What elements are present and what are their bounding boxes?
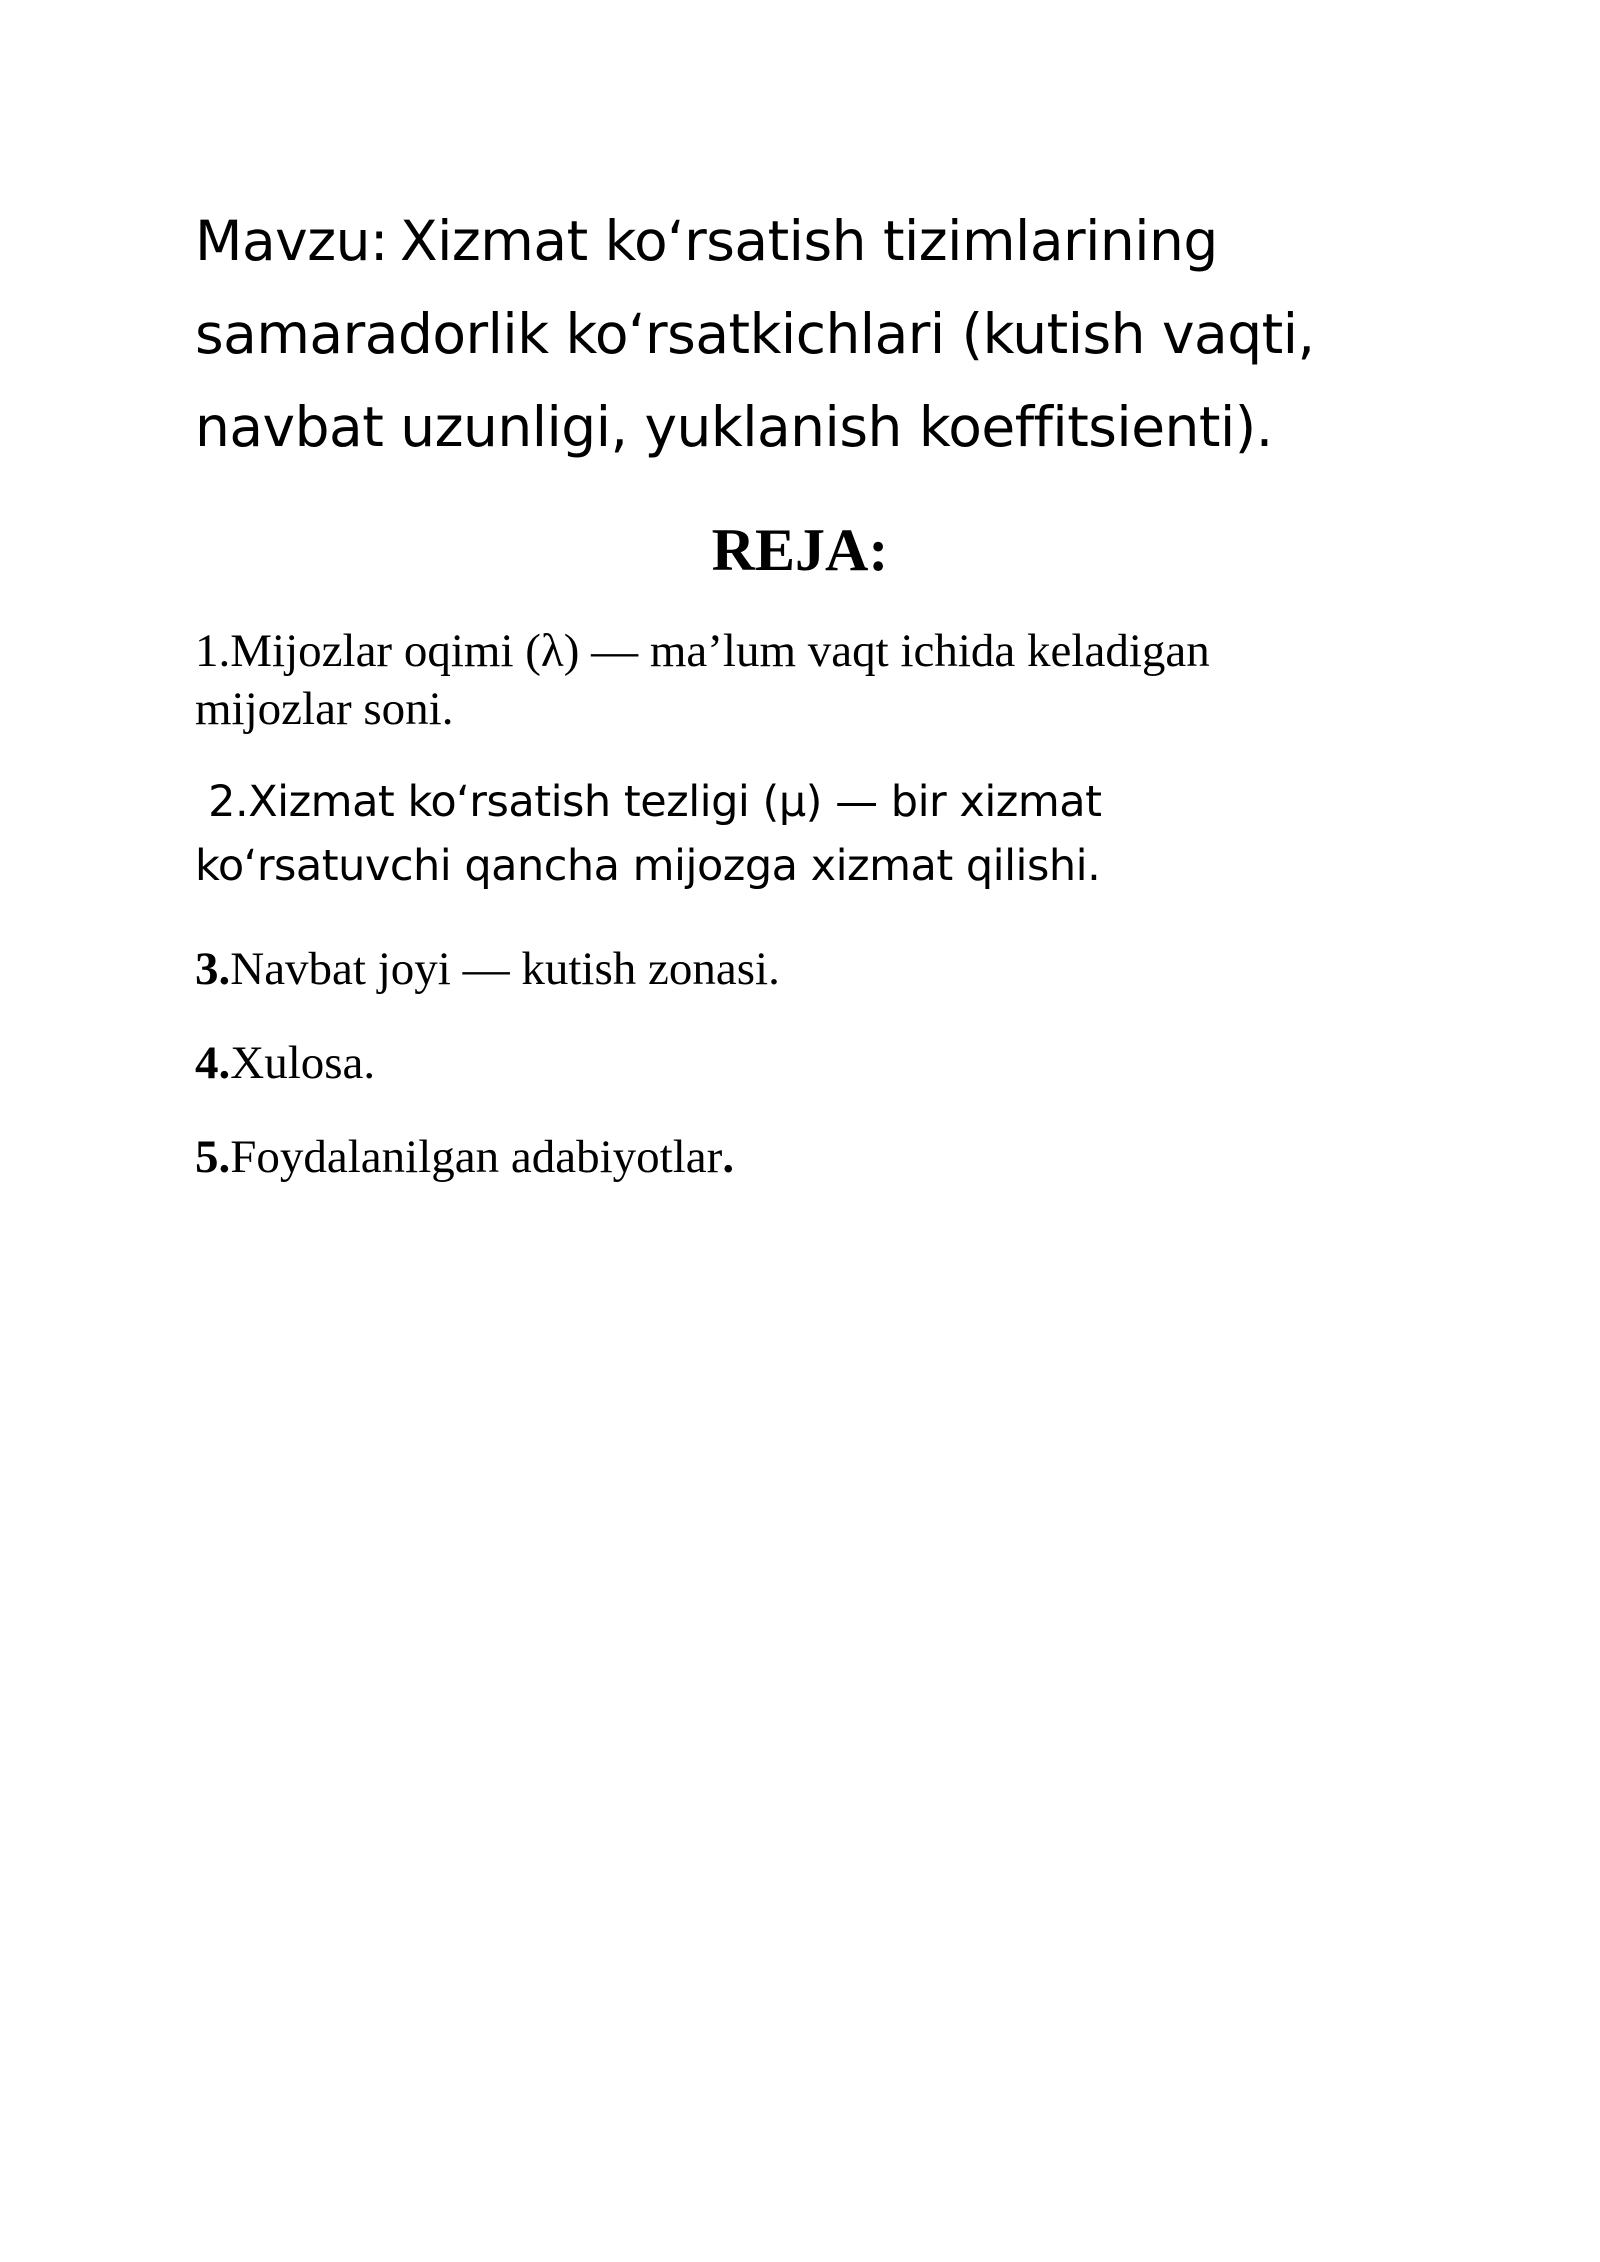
plan-item-2-number: 2. bbox=[195, 777, 249, 827]
plan-item-5 bbox=[195, 1126, 1345, 1188]
plan-item-2 bbox=[195, 770, 1345, 898]
plan-item-1-number: 1. bbox=[195, 625, 231, 677]
plan-item-4-number: 4. bbox=[195, 1037, 231, 1089]
plan-heading: REJA: bbox=[711, 517, 889, 583]
plan-item-5-period: . bbox=[722, 1131, 735, 1183]
plan-item-3-text: Navbat joyi — kutish zonasi. bbox=[230, 943, 780, 995]
plan-item-4-text: Xulosa. bbox=[230, 1037, 376, 1089]
title-label: Mavzu: bbox=[195, 209, 388, 273]
plan-item-3-number: 3. bbox=[195, 943, 231, 995]
plan-item-1 bbox=[195, 622, 1345, 738]
plan-item-2-text: Xizmat ko‘rsatish tezligi (μ) — bir xizmat ko‘rsatuvchi qancha mijozga xizmat qilishi. bbox=[195, 777, 1115, 891]
plan-item-4 bbox=[195, 1032, 1345, 1094]
plan-item-3 bbox=[195, 938, 1345, 1000]
page-title bbox=[195, 195, 1345, 474]
plan-item-5-text: Foydalanilgan adabiyotlar bbox=[230, 1131, 723, 1183]
plan-item-5-number: 5. bbox=[195, 1131, 231, 1183]
title-text: Xizmat ko‘rsatish tizimlarining samaradorlik ko‘rsatkichlari (kutish vaqti, navbat uzunligi, yuklanish koeffitsienti). bbox=[195, 209, 1315, 459]
plan-item-1-text: Mijozlar oqimi (λ) — ma’lum vaqt ichida keladigan mijozlar soni. bbox=[195, 625, 1210, 735]
